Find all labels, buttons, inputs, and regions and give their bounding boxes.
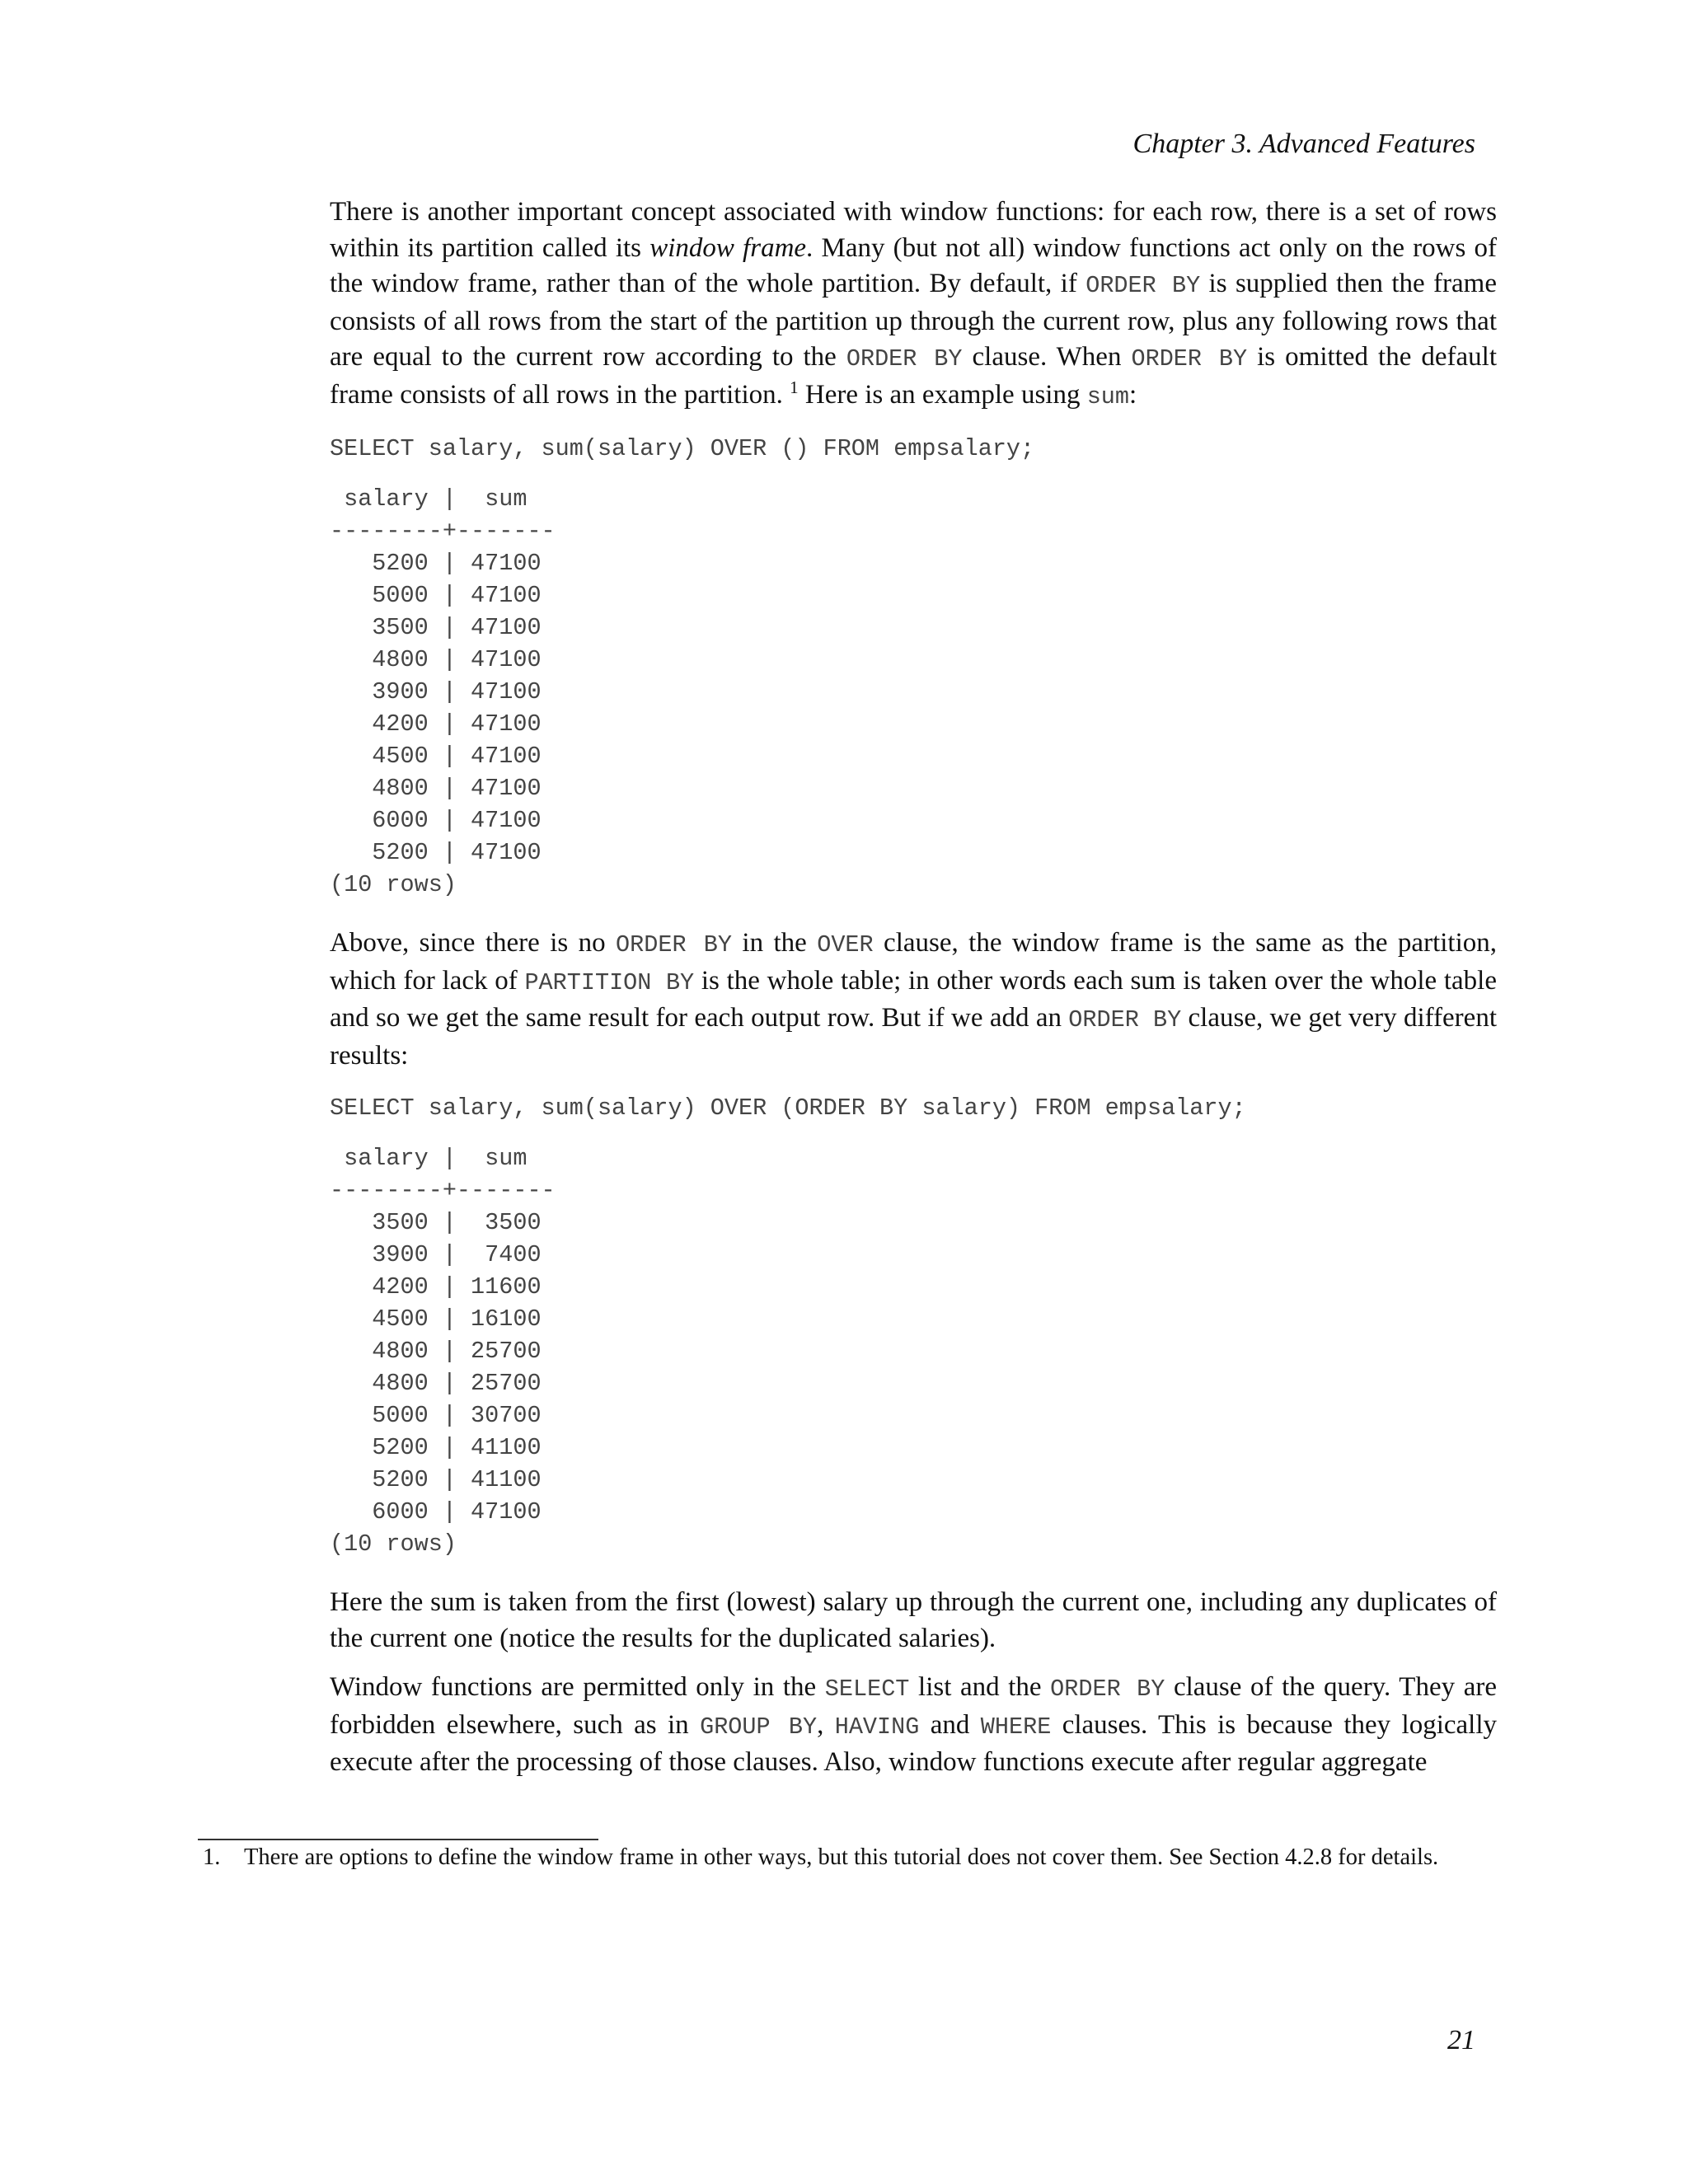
query-result-1: salary | sum --------+------- 5200 | 47100 5000 | 47100 3500 | 47100 4800 | 47100 3900 | 47100 4200 | 47100 4500 | 47100 4800 | 47100 6000 | 47100 5200 | 47100 (10 rows) xyxy=(330,485,556,898)
running-header: Chapter 3. Advanced Features xyxy=(1132,129,1475,159)
text-run: list and the xyxy=(909,1672,1051,1702)
text-run: Window functions are permitted only in the xyxy=(330,1672,825,1702)
text-run: There is another important concept associated with window functions: for each row, there is a set of rows within its partition called its xyxy=(330,197,1497,263)
text-run: . Many (but not all) window functions act only on the rows of the window frame, rather than of the whole partition. By default, if xyxy=(330,232,1497,298)
inline-code: ORDER BY xyxy=(846,345,963,373)
text-run: and xyxy=(919,1709,981,1740)
text-run: : xyxy=(1129,379,1137,410)
sql-query-2: SELECT salary, sum(salary) OVER (ORDER BY salary) FROM empsalary; xyxy=(330,1094,1246,1122)
inline-code: HAVING xyxy=(834,1713,920,1741)
paragraph-over-clause xyxy=(330,926,1497,1074)
footnote xyxy=(203,1843,1498,1872)
inline-code: PARTITION BY xyxy=(524,968,695,996)
inline-code: OVER xyxy=(817,931,874,958)
text-run: clause, we get very different results: xyxy=(330,1003,1497,1071)
text-run: clause, the window frame is the same as the partition, which for lack of xyxy=(330,928,1497,996)
paragraph-window-frame xyxy=(330,194,1497,415)
inline-code: GROUP BY xyxy=(700,1713,818,1741)
text-run: is omitted the default frame consists of all rows in the partition. xyxy=(330,342,1497,410)
page-number: 21 xyxy=(1447,2025,1475,2055)
inline-code: ORDER BY xyxy=(1085,272,1201,299)
footnote-number: 1. xyxy=(203,1844,221,1870)
footnote-divider xyxy=(198,1839,598,1840)
sql-query-1: SELECT salary, sum(salary) OVER () FROM empsalary; xyxy=(330,435,1035,462)
inline-code: sum xyxy=(1086,382,1130,410)
inline-code: WHERE xyxy=(980,1713,1052,1741)
text-run: clause. When xyxy=(962,342,1132,372)
footnote-text: There are options to define the window frame in other ways, but this tutorial does not cover them. See Section 4.2.8 for details. xyxy=(244,1844,1439,1870)
emphasis-window-frame: window frame xyxy=(649,232,807,263)
text-run: clause of the query. They are forbidden elsewhere, such as in xyxy=(330,1672,1497,1740)
text-run: , xyxy=(817,1709,835,1740)
paragraph-running-sum: Here the sum is taken from the first (lowest) salary up through the current one, including any duplicates of the current one (notice the results for the duplicated salaries). xyxy=(330,1587,1497,1653)
footnote-reference[interactable]: 1 xyxy=(790,377,799,397)
text-run: Above, since there is no xyxy=(330,928,617,958)
inline-code: ORDER BY xyxy=(1131,345,1248,373)
text-run: in the xyxy=(732,928,818,958)
text-run: is the whole table; in other words each sum is taken over the whole table and so we get the same result for each output row. But if we add an xyxy=(330,965,1497,1033)
inline-code: ORDER BY xyxy=(1050,1675,1165,1703)
inline-code: ORDER BY xyxy=(1068,1006,1182,1033)
page-content xyxy=(330,194,1497,1781)
inline-code: SELECT xyxy=(824,1675,910,1703)
text-run: Here is an example using xyxy=(798,379,1087,410)
text-run: is supplied then the frame consists of all rows from the start of the partition up through the current row, plus any following rows that are equal to the current row according to the xyxy=(330,269,1497,372)
text-run: clauses. This is because they logically execute after the processing of those clauses. Also, window functions execute after regular aggregate xyxy=(330,1709,1497,1777)
query-result-2: salary | sum --------+------- 3500 | 3500 3900 | 7400 4200 | 11600 4500 | 16100 4800 | 25700 4800 | 25700 5000 | 30700 5200 | 41100 5200 | 41100 6000 | 47100 (10 rows) xyxy=(330,1145,556,1558)
inline-code: ORDER BY xyxy=(616,931,733,958)
paragraph-permitted-places xyxy=(330,1670,1497,1781)
